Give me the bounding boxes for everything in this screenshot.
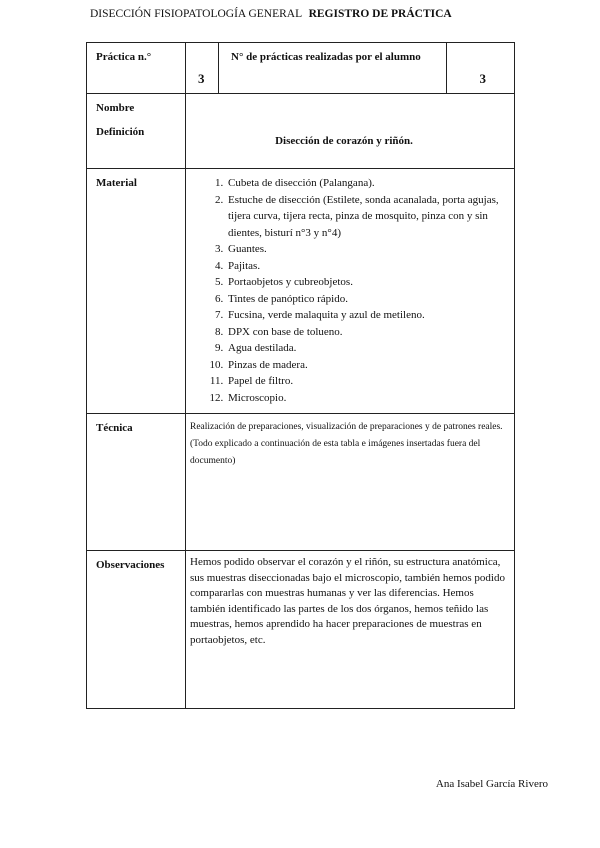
material-list [186,175,514,406]
material-item: 1. Cubeta de disección (Palangana). [226,175,514,192]
header-title: DISECCIÓN FISIOPATOLOGÍA GENERAL [90,8,302,20]
row-tecnica [87,414,515,551]
tecnica-text: Realización de preparaciones, visualización de preparaciones y de patrones reales. (Todo explicado a continuación de esta tabla e imágenes insertadas fuera del documento) [186,414,515,551]
row-observaciones [87,551,515,709]
practica-value-cell [186,43,219,94]
material-item: 3. Guantes. [226,241,514,258]
material-item: 10. Pinzas de madera. [226,357,514,374]
row-practice-number [87,43,515,94]
observaciones-text: Hemos podido observar el corazón y el riñón, su estructura anatómica, sus muestras diseccionadas bajo el microscopio, también hemos podido compararlas con muestras humanas y ver las diferencias. Hemos también identificado las partes de los dos órganos, hemos teñido las muestras, hemos aprendido ha hacer preparaciones de muestras en portaobjetos, etc. [186,551,515,709]
material-item: 11. Papel de filtro. [226,373,514,390]
definicion-value: Disección de corazón y riñón. [186,94,515,169]
material-item: 5. Portaobjetos y cubreobjetos. [226,274,514,291]
definicion-label: Definición [96,126,145,138]
material-item: 6. Tintes de panóptico rápido. [226,291,514,308]
row-material [87,169,515,414]
row-name-definition [87,94,515,169]
num-practicas-value-cell [447,43,515,94]
name-definition-label-cell [87,94,186,169]
header-subtitle: REGISTRO DE PRÁCTICA [308,8,452,20]
material-item: 9. Agua destilada. [226,340,514,357]
document-header [90,8,452,20]
observaciones-label: Observaciones [87,551,186,709]
material-list-cell [186,169,515,414]
practica-label: Práctica n.° [87,43,186,94]
practice-record-table [86,42,515,709]
material-label: Material [87,169,186,414]
num-practicas-label: N° de prácticas realizadas por el alumno [219,43,447,94]
material-item: 8. DPX con base de tolueno. [226,324,514,341]
tecnica-label: Técnica [87,414,186,551]
material-item: 4. Pajitas. [226,258,514,275]
material-item: 12. Microscopio. [226,390,514,407]
nombre-label: Nombre [96,102,135,114]
num-practicas-value: 3 [479,71,486,86]
material-item: 7. Fucsina, verde malaquita y azul de metileno. [226,307,514,324]
material-item: 2. Estuche de disección (Estilete, sonda acanalada, porta agujas, tijera curva, tijera recta, pinza de mosquito, pinza con y sin dientes, bisturí n°3 y n°4) [226,192,514,242]
author-signature: Ana Isabel García Rivero [435,778,548,790]
practica-value: 3 [198,71,205,86]
